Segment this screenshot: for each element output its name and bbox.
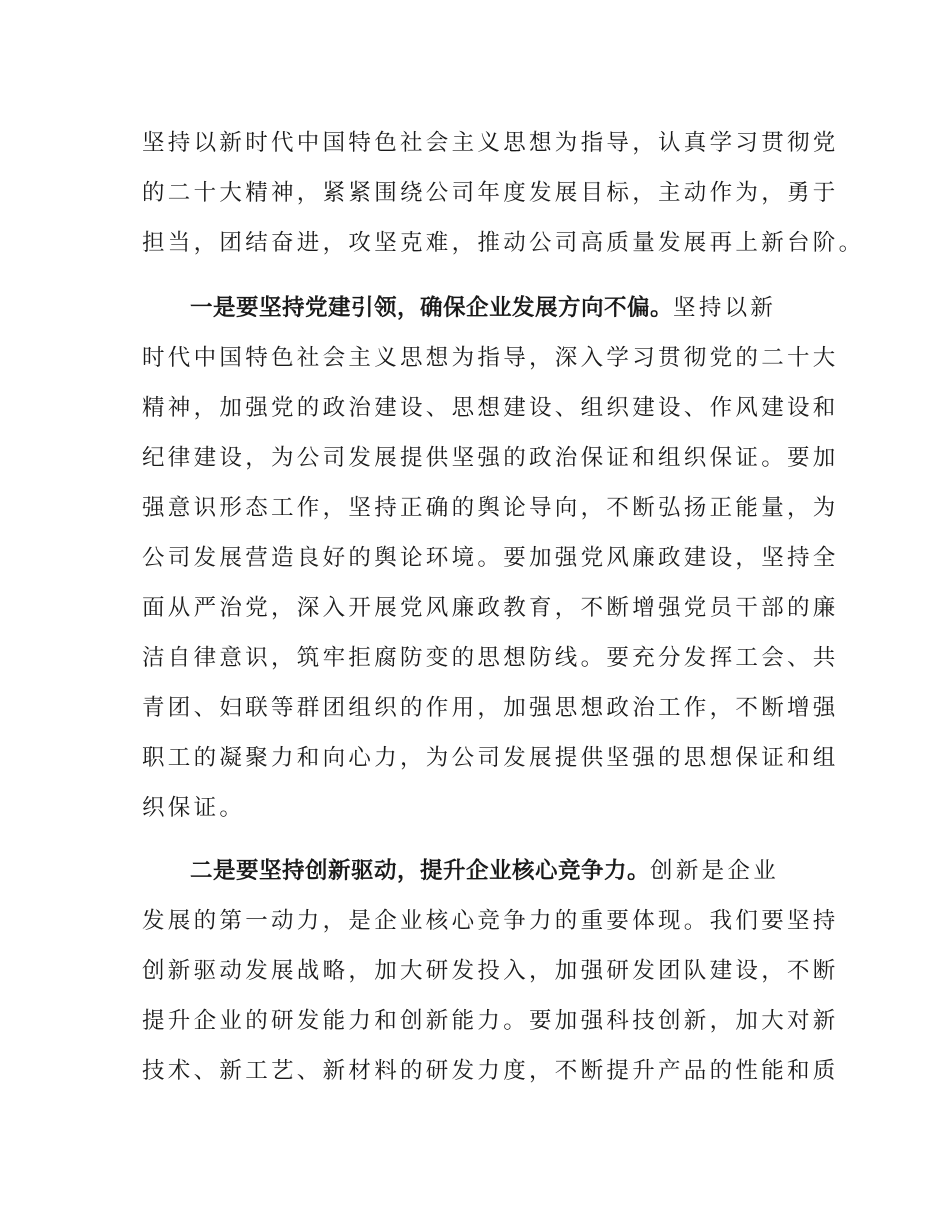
- text-line: 职工的凝聚力和向心力，为公司发展提供坚强的思想保证和组: [142, 745, 839, 771]
- text-line: 精神，加强党的政治建设、思想建设、组织建设、作风建设和: [142, 395, 839, 421]
- text-line: 发展的第一动力，是企业核心竞争力的重要体现。我们要坚持: [142, 908, 839, 934]
- paragraph-one: [142, 283, 839, 833]
- text-line: 强意识形态工作，坚持正确的舆论导向，不断弘扬正能量，为: [142, 495, 839, 521]
- heading-continuation: 坚持以新: [673, 295, 777, 321]
- text-line: 时代中国特色社会主义思想为指导，深入学习贯彻党的二十大: [142, 345, 839, 371]
- text-line: 公司发展营造良好的舆论环境。要加强党风廉政建设，坚持全: [142, 545, 839, 571]
- heading-continuation: 创新是企业: [650, 858, 780, 884]
- text-line: 提升企业的研发能力和创新能力。要加强科技创新，加大对新: [142, 1008, 839, 1034]
- text-line: 技术、新工艺、新材料的研发力度，不断提升产品的性能和质: [142, 1058, 839, 1084]
- text-line: 面从严治党，深入开展党风廉政教育，不断增强党员干部的廉: [142, 595, 839, 621]
- text-line: 织保证。: [142, 795, 246, 821]
- paragraph-heading: 二是要坚持创新驱动，提升企业核心竞争力。: [190, 858, 651, 884]
- paragraph-first-line: [142, 283, 822, 333]
- text-line: 纪律建设，为公司发展提供坚强的政治保证和组织保证。要加: [142, 445, 839, 471]
- text-line: 的二十大精神，紧紧围绕公司年度发展目标，主动作为，勇于: [142, 180, 839, 206]
- text-line: 创新驱动发展战略，加大研发投入，加强研发团队建设，不断: [142, 958, 839, 984]
- text-line: 洁自律意识，筑牢拒腐防变的思想防线。要充分发挥工会、共: [142, 645, 839, 671]
- text-line: 青团、妇联等群团组织的作用，加强思想政治工作，不断增强: [142, 695, 839, 721]
- paragraph-two: [142, 846, 839, 1096]
- text-line: 担当，团结奋进，攻坚克难，推动公司高质量发展再上新台阶。: [142, 230, 865, 256]
- paragraph-heading: 一是要坚持党建引领，确保企业发展方向不偏。: [190, 295, 674, 321]
- text-line: 坚持以新时代中国特色社会主义思想为指导，认真学习贯彻党: [142, 130, 839, 156]
- paragraph-first-line: [142, 846, 822, 896]
- intro-paragraph: [142, 118, 865, 268]
